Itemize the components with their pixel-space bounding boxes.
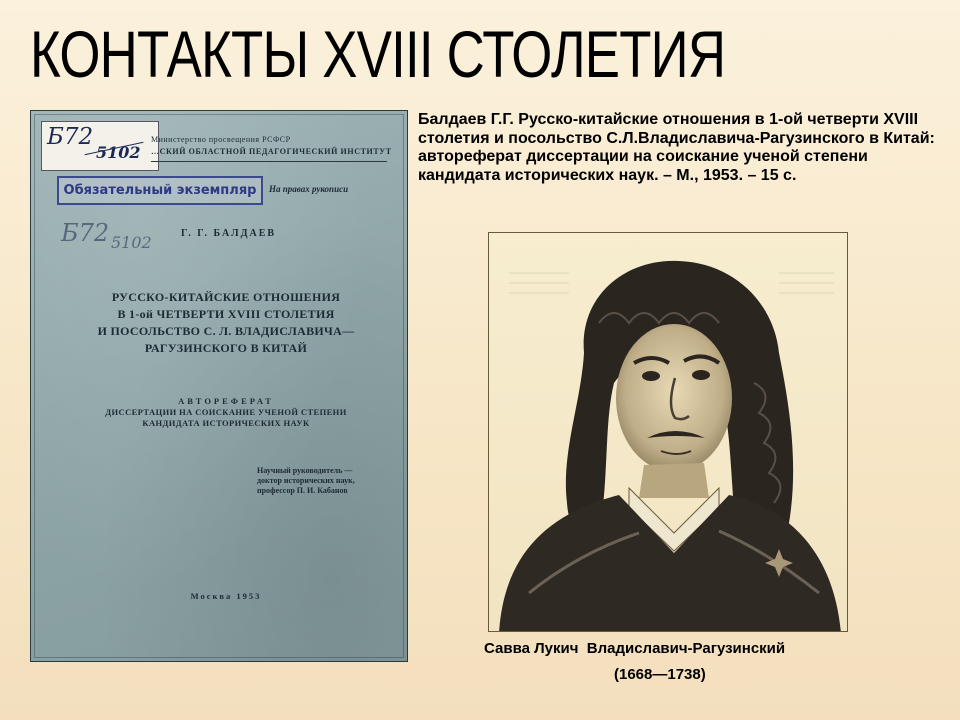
cover-institute: …СКИЙ ОБЛАСТНОЙ ПЕДАГОГИЧЕСКИЙ ИНСТИТУТ (151, 147, 392, 156)
face-shape (616, 324, 732, 472)
cover-abstract (91, 396, 361, 429)
cover-stamp: Обязательный экземпляр (57, 176, 263, 205)
cover-handwritten-number: 5102 (111, 233, 152, 252)
cover-title (81, 289, 371, 357)
cover-title-line: РАГУЗИНСКОГО В КИТАЙ (144, 341, 308, 355)
cover-title-line: РУССКО-КИТАЙСКИЕ ОТНОШЕНИЯ (111, 290, 341, 304)
cover-abstract-label: АВТОРЕФЕРАТ (178, 396, 274, 406)
book-cover-image (30, 110, 408, 662)
cover-title-line: В 1-ой ЧЕТВЕРТИ XVIII СТОЛЕТИЯ (117, 307, 335, 321)
cover-advisor-line: профессор П. И. Кабанов (257, 486, 348, 495)
cover-abstract-line: КАНДИДАТА ИСТОРИЧЕСКИХ НАУК (142, 418, 310, 428)
cover-handwritten-top: Б72 (61, 219, 110, 247)
cover-title-line: И ПОСОЛЬСТВО С. Л. ВЛАДИСЛАВИЧА— (97, 324, 355, 338)
bibliographic-citation: Балдаев Г.Г. Русско-китайские отношения в 1-ой четверти XVIII столетия и посольство С.Л.Владиславича-Рагузинского в Китай: автореферат диссертации на соискание ученой степени кандидата исторических наук. – М., 1953. – 15 с. (418, 111, 935, 184)
cover-advisor-line: Научный руководитель — (257, 466, 353, 475)
cover-rule (151, 161, 387, 162)
cover-rights: На правах рукописи (269, 184, 349, 194)
shelf-mark-top: Б72 (47, 124, 94, 150)
cover-advisor-line: доктор исторических наук, (257, 476, 355, 485)
portrait-image (488, 232, 848, 632)
cover-author: Г. Г. БАЛДАЕВ (181, 228, 277, 239)
cover-abstract-line: ДИССЕРТАЦИИ НА СОИСКАНИЕ УЧЕНОЙ СТЕПЕНИ (105, 407, 347, 417)
portrait-engraving (489, 233, 848, 632)
portrait-caption-name: Савва Лукич Владиславич-Рагузинский (484, 640, 786, 657)
cover-ministry: Министерство просвещения РСФСР (151, 135, 291, 144)
shelf-mark-label (41, 121, 159, 171)
slide-title: КОНТАКТЫ XVIII СТОЛЕТИЯ (30, 17, 726, 91)
shelf-mark-number: 5102 (96, 143, 141, 162)
cover-city-year: Москва 1953 (190, 591, 262, 601)
portrait-caption-years: (1668—1738) (614, 666, 706, 683)
cover-advisor (257, 466, 387, 496)
